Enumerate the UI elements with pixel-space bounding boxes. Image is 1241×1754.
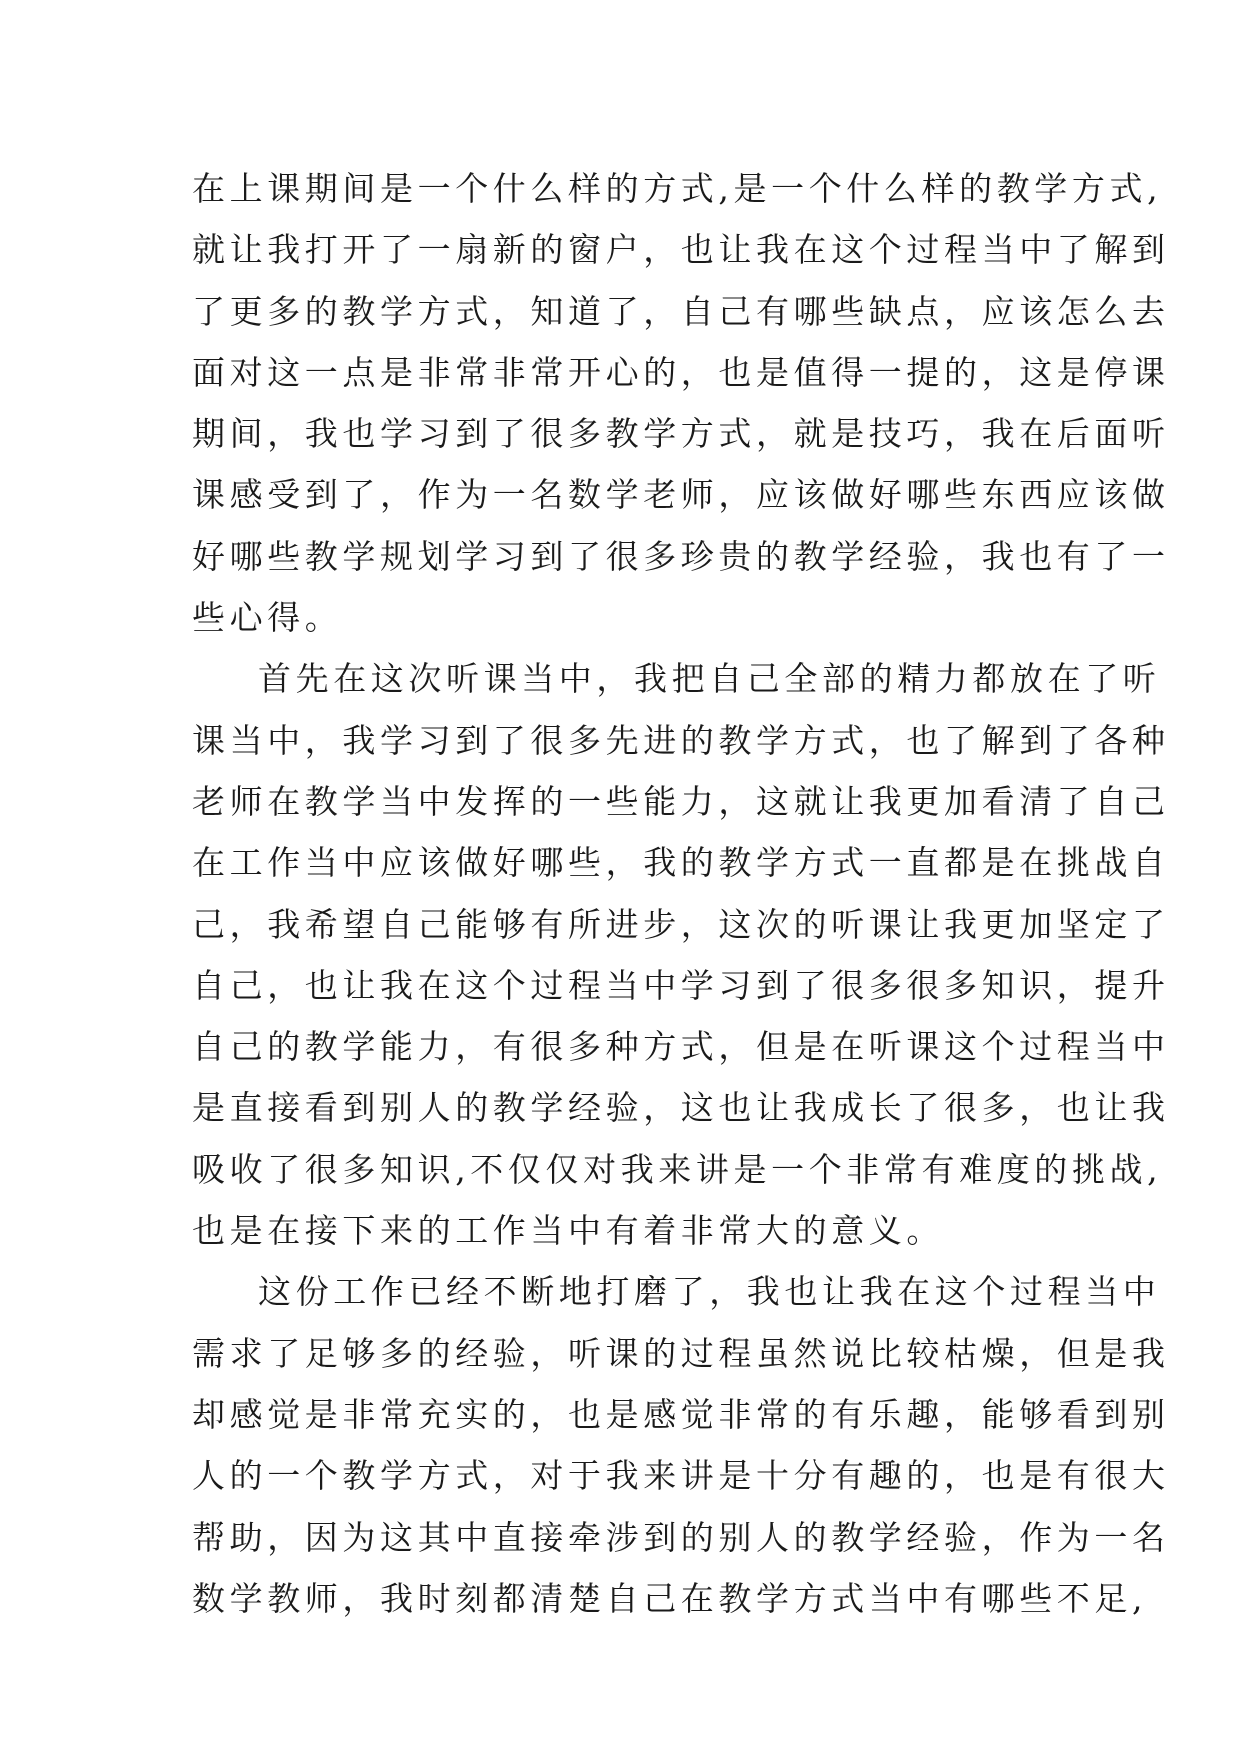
text-line: 在上课期间是一个什么样的方式,是一个什么样的教学方式, — [192, 169, 1163, 208]
text-line: 己，我希望自己能够有所进步，这次的听课让我更加坚定了 — [192, 904, 1170, 944]
text-line: 却感觉是非常充实的，也是感觉非常的有乐趣，能够看到别 — [192, 1394, 1170, 1434]
text-line: 自己，也让我在这个过程当中学习到了很多很多知识，提升 — [192, 965, 1170, 1005]
text-line: 是直接看到别人的教学经验，这也让我成长了很多，也让我 — [192, 1088, 1170, 1128]
text-line: 人的一个教学方式，对于我来讲是十分有趣的，也是有很大 — [192, 1456, 1170, 1496]
text-line: 数学教师，我时刻都清楚自己在教学方式当中有哪些不足, — [192, 1578, 1148, 1618]
text-line: 好哪些教学规划学习到了很多珍贵的教学经验，我也有了一 — [192, 536, 1170, 576]
text-line: 帮助，因为这其中直接牵涉到的别人的教学经验，作为一名 — [192, 1517, 1170, 1557]
text-line: 需求了足够多的经验，听课的过程虽然说比较枯燥，但是我 — [192, 1333, 1170, 1373]
text-line: 了更多的教学方式，知道了，自己有哪些缺点，应该怎么去 — [192, 291, 1170, 331]
paragraph-first-line: 这份工作已经不断地打磨了，我也让我在这个过程当中 — [258, 1272, 1161, 1312]
text-line: 在工作当中应该做好哪些，我的教学方式一直都是在挑战自 — [192, 843, 1170, 883]
text-line: 课感受到了，作为一名数学老师，应该做好哪些东西应该做 — [192, 475, 1170, 515]
text-line: 就让我打开了一扇新的窗户，也让我在这个过程当中了解到 — [192, 230, 1170, 270]
text-line: 也是在接下来的工作当中有着非常大的意义。 — [192, 1211, 944, 1251]
text-line: 自己的教学能力，有很多种方式，但是在听课这个过程当中 — [192, 1027, 1170, 1067]
text-line: 老师在教学当中发挥的一些能力，这就让我更加看清了自己 — [192, 781, 1170, 821]
text-line: 面对这一点是非常非常开心的，也是值得一提的，这是停课 — [192, 352, 1170, 392]
text-line: 期间，我也学习到了很多教学方式，就是技巧，我在后面听 — [192, 414, 1170, 454]
text-line: 些心得。 — [192, 598, 343, 638]
text-line: 课当中，我学习到了很多先进的教学方式，也了解到了各种 — [192, 720, 1170, 760]
paragraph-first-line: 首先在这次听课当中，我把自己全部的精力都放在了听 — [258, 659, 1161, 699]
body-text — [192, 158, 1170, 1629]
text-line: 吸收了很多知识,不仅仅对我来讲是一个非常有难度的挑战, — [192, 1149, 1163, 1189]
